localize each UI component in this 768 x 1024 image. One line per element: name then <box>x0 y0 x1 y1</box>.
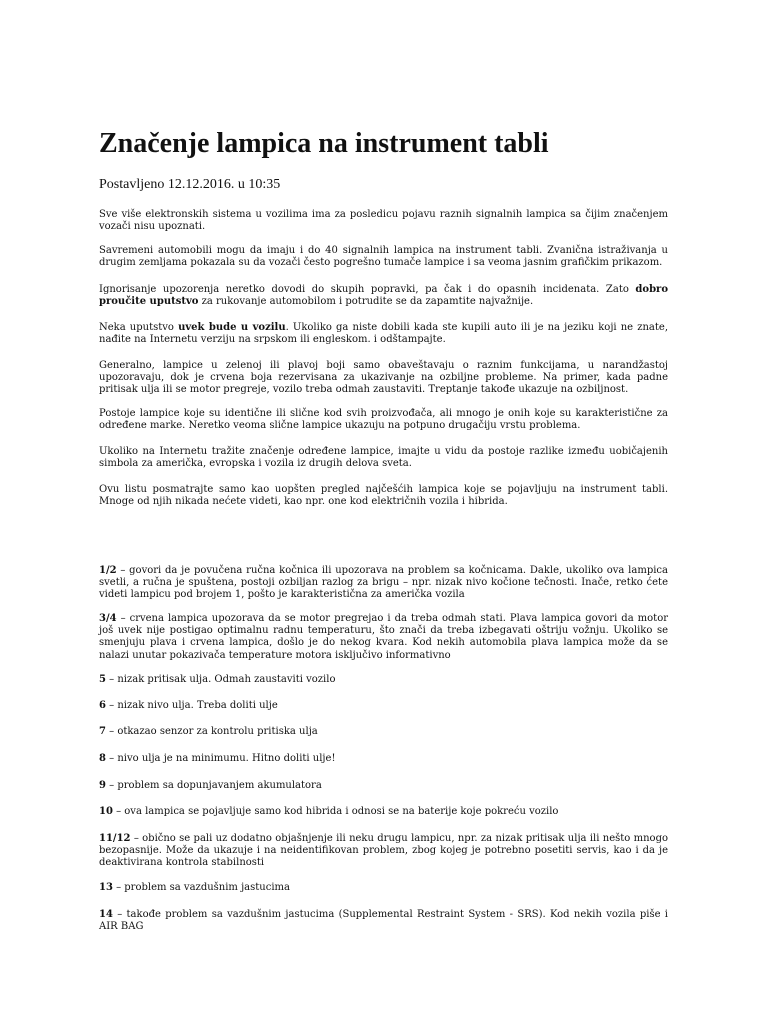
lamp-item <box>99 726 668 738</box>
paragraph-text: Ukoliko na Internetu tražite značenje određene lampice, imajte u vidu da postoje razlike između uobičajenih simbola za američka, evropska i vozila iz drugih delova sveta. <box>99 446 668 470</box>
lamp-number: 10 <box>99 806 113 817</box>
paragraph-text: za rukovanje automobilom i potrudite se da zapamtite najvažnije. <box>198 296 534 308</box>
paragraph-text: Postoje lampice koje su identične ili slične kod svih proizvođača, ali mnogo je onih koje su karakteristične za određene marke. Neretko veoma slične lampice ukazuju na potpuno drugačiju vrstu problema. <box>99 408 668 432</box>
page-title: Značenje lampica na instrument tabli <box>99 128 549 159</box>
paragraph-text: Sve više elektronskih sistema u vozilima ima za posledicu pojavu raznih signalnih lampica sa čijim značenjem vozači nisu upoznati. <box>99 209 668 233</box>
intro-paragraph <box>99 209 668 233</box>
lamp-number: 8 <box>99 753 106 764</box>
post-date: Postavljeno 12.12.2016. u 10:35 <box>99 177 281 192</box>
lamp-item <box>99 806 668 818</box>
lamp-number: 6 <box>99 700 106 711</box>
lamp-number: 9 <box>99 780 106 791</box>
intro-paragraph <box>99 484 668 508</box>
lamp-item <box>99 753 668 765</box>
lamp-item <box>99 674 668 686</box>
intro-paragraph <box>99 245 668 269</box>
paragraph-text: Generalno, lampice u zelenoj ili plavoj boji samo obaveštavaju o raznim funkcijama, u narandžastoj upozoravaju, dok je crvena boja rezervisana za ukazivanje na ozbiljne probleme. Na primer, kada padne pritisak ulja ili se motor pregreje, vozilo treba odmah zaustaviti. Treptanje takođe ukazuje na ozbiljnost. <box>99 360 668 396</box>
lamp-item <box>99 565 668 602</box>
lamp-item <box>99 909 668 933</box>
lamp-description: – otkazao senzor za kontrolu pritiska ulja <box>105 726 318 737</box>
lamp-item <box>99 780 668 792</box>
paragraph-text: Neka uputstvo <box>99 322 179 333</box>
intro-paragraph <box>99 446 668 470</box>
lamp-description: – nizak nivo ulja. Treba doliti ulje <box>105 700 278 711</box>
lamp-item <box>99 882 668 894</box>
intro-paragraph <box>99 360 668 397</box>
intro-paragraph <box>99 284 668 308</box>
lamp-description: – problem sa dopunjavanjem akumulatora <box>105 780 322 791</box>
lamp-description: – crvena lampica upozorava da se motor pregrejao i da treba odmah stati. Plava lampica govori da motor još uvek nije postigao optimalnu radnu temperaturu, što znači da treba izbegavati oštriju vožnju. Ukoliko se smenjuju plava i crvena lampica, došlo je do nekog kvara. Kod nekih automobila plava lampica može da se nalazi unutar pokazivača temperature motora isključivo informativno <box>99 613 668 661</box>
emphasis-text: uvek bude u vozilu <box>178 322 286 333</box>
lamp-description: – govori da je povučena ručna kočnica ili upozorava na problem sa kočnicama. Dakle, ukoliko ova lampica svetli, a ručna je spuštena, postoji ozbiljan razlog za brigu – npr. nizak nivo kočione tečnosti. Inače, retko ćete videti lampicu pod brojem 1, pošto je karakteristična za američka vozila <box>99 565 668 601</box>
lamp-description: – problem sa vazdušnim jastucima <box>112 882 290 893</box>
lamp-item <box>99 700 668 712</box>
lamp-item <box>99 613 668 662</box>
lamp-number: 14 <box>99 909 113 920</box>
lamp-description: – takođe problem sa vazdušnim jastucima (Supplemental Restraint System - SRS). Kod nekih vozila piše i AIR BAG <box>99 909 668 933</box>
emphasis-text: dobro proučite uputstvo <box>99 284 668 308</box>
lamp-number: 1/2 <box>99 565 117 576</box>
lamp-description: – ova lampica se pojavljuje samo kod hibrida i odnosi se na baterije koje pokreću vozilo <box>112 806 559 817</box>
intro-paragraph <box>99 322 668 346</box>
paragraph-text: Ovu listu posmatrajte samo kao uopšten pregled najčešćih lampica koje se pojavljuju na instrument tabli. Mnoge od njih nikada nećete videti, kao npr. one kod električnih vozila i hibrida. <box>99 484 668 508</box>
lamp-number: 3/4 <box>99 613 117 624</box>
lamp-item <box>99 833 668 870</box>
lamp-number: 7 <box>99 726 106 737</box>
lamp-number: 11/12 <box>99 833 131 844</box>
lamp-description: – nivo ulja je na minimumu. Hitno doliti ulje! <box>105 753 336 764</box>
lamp-description: – obično se pali uz dodatno objašnjenje ili neku drugu lampicu, npr. za nizak pritisak ulja ili nešto mnogo bezopasnije. Može da ukazuje i na neidentifikovan problem, zbog kojeg je potrebno posetiti servis, kao i da je deaktivirana kontrola stabilnosti <box>99 833 668 869</box>
paragraph-text: Ignorisanje upozorenja neretko dovodi do skupih popravki, pa čak i do opasnih incidenata. Zato <box>99 284 636 295</box>
lamp-number: 5 <box>99 674 106 685</box>
lamp-number: 13 <box>99 882 113 893</box>
lamp-description: – nizak pritisak ulja. Odmah zaustaviti vozilo <box>105 674 336 685</box>
paragraph-text: Savremeni automobili mogu da imaju i do 40 signalnih lampica na instrument tabli. Zvanična istraživanja u drugim zemljama pokazala su da vozači često pogrešno tumače lampice i sa veoma jasnim grafičkim prikazom. <box>99 245 668 269</box>
intro-paragraph <box>99 408 668 432</box>
paragraph-text: . Ukoliko ga niste dobili kada ste kupili auto ili je na jeziku koji ne znate, nađite na Internetu verziju na srpskom ili engleskom. i odštampajte. <box>99 322 669 346</box>
